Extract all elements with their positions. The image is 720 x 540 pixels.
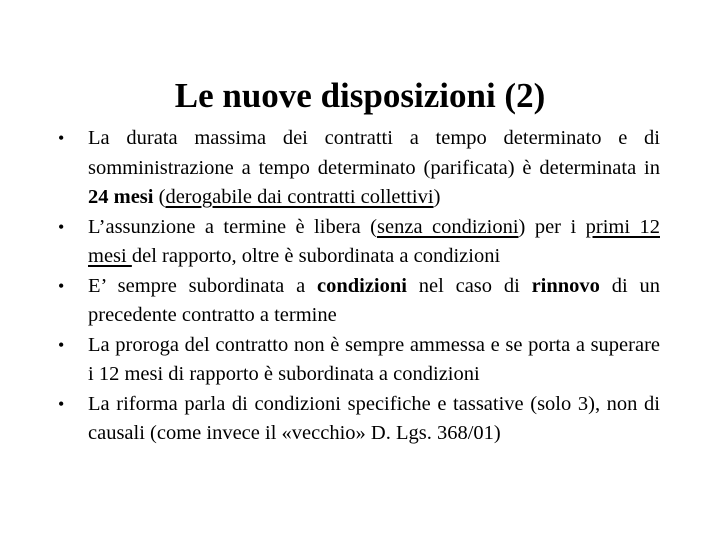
bullet-icon: • <box>58 393 65 414</box>
bullet-text: ( <box>153 186 166 208</box>
bullet-text: L’assunzione a termine è libera ( <box>88 215 378 238</box>
bullet-bold-text: condizioni <box>316 274 407 297</box>
bullet-text: La durata massima dei contratti a tempo determinato e di somministrazione a tempo determinato (parificata) è determinata in <box>88 127 660 179</box>
bullet-icon: • <box>58 275 65 296</box>
bullet-item-proroga <box>56 331 660 390</box>
bullet-bold-text: rinnovo <box>531 274 600 297</box>
bullet-bold-text: 24 mesi <box>88 186 154 208</box>
bullet-icon: • <box>58 334 65 355</box>
bullet-underlined-text: derogabile dai contratti collettivi <box>165 186 434 208</box>
bullet-text: La riforma parla di condizioni specifiche e tassative (solo 3), non di causali (come invece il «vecchio» D. Lgs. 368/01) <box>88 392 660 444</box>
bullet-text: del rapporto, oltre è subordinata a condizioni <box>131 245 501 267</box>
bullet-underlined-text: senza condizioni <box>377 215 519 238</box>
bullet-text: La proroga del contratto non è sempre ammessa e se porta a superare i 12 mesi di rapporto è subordinata a condizioni <box>88 333 660 385</box>
bullet-item-rinnovo <box>56 272 660 331</box>
bullet-icon: • <box>58 216 65 237</box>
bullet-item-riforma <box>56 390 660 449</box>
bullet-item-durata <box>56 124 660 213</box>
bullet-text: nel caso di <box>406 274 532 297</box>
bullet-text: ) per i <box>518 215 586 238</box>
bullet-icon: • <box>58 128 65 148</box>
bullet-text: di un precedente contratto a termine <box>88 274 660 326</box>
slide-title: Le nuove disposizioni (2) <box>174 76 546 115</box>
bullet-list <box>56 124 660 449</box>
bullet-underlined-text: primi 12 mesi <box>88 215 660 267</box>
bullet-item-assunzione <box>56 213 660 272</box>
bullet-text: E’ sempre subordinata a <box>88 274 317 297</box>
bullet-text: ) <box>433 186 441 208</box>
